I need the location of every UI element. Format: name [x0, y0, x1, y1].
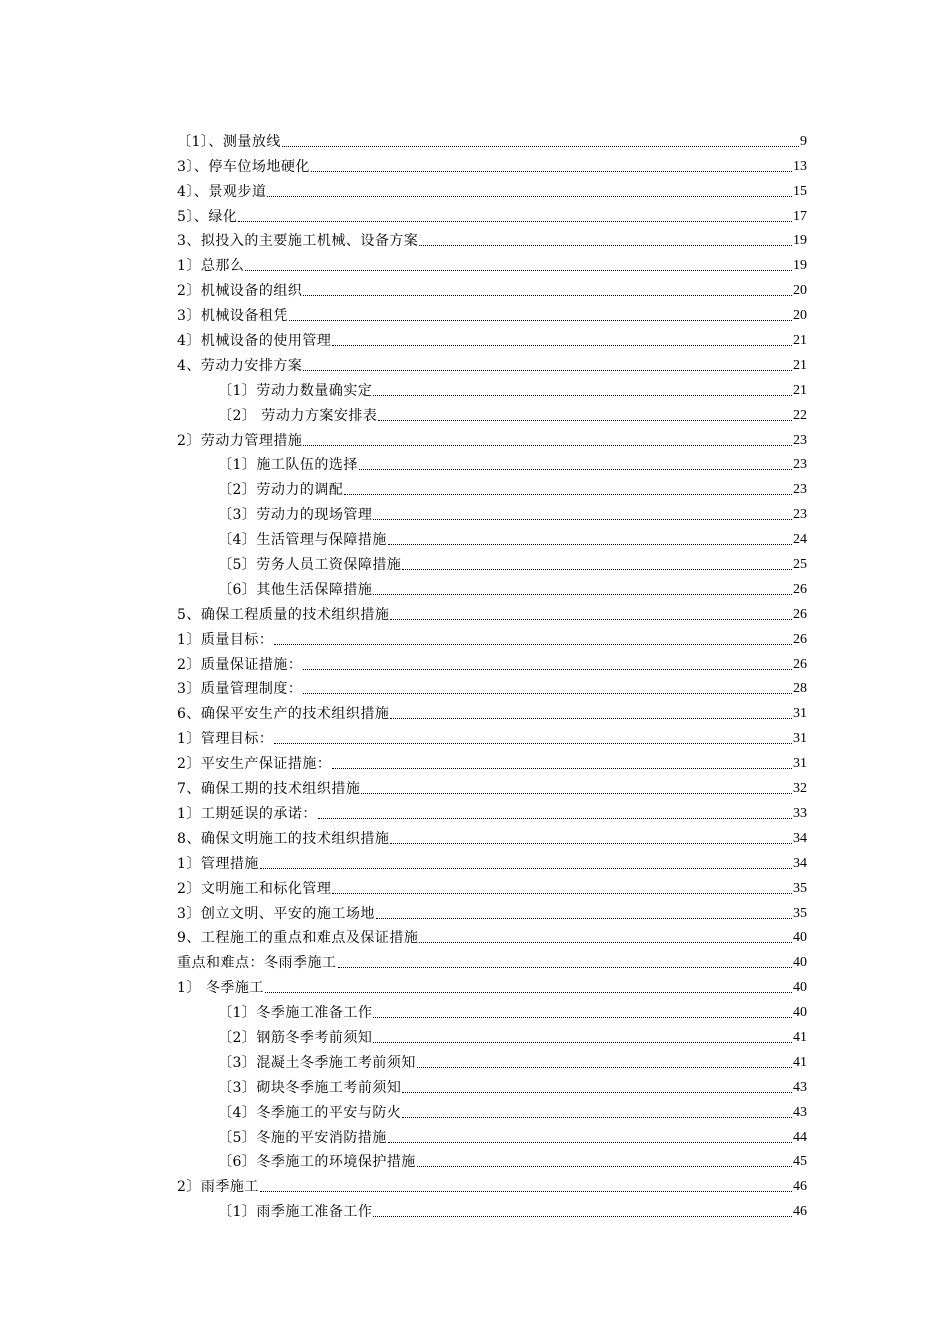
toc-dot-leader	[390, 619, 792, 620]
toc-dot-leader	[344, 494, 792, 495]
toc-entry-page-number: 35	[793, 880, 807, 896]
toc-dot-leader	[373, 1042, 792, 1043]
toc-entry-page-number: 19	[793, 233, 807, 249]
toc-entry-label: 2〕雨季施工	[177, 1179, 259, 1196]
toc-entry-page-number: 20	[793, 308, 807, 324]
toc-dot-leader	[338, 967, 793, 968]
toc-dot-leader	[376, 918, 792, 919]
toc-dot-leader	[274, 644, 792, 645]
toc-entry[interactable]	[177, 898, 807, 923]
toc-dot-leader	[303, 693, 792, 694]
toc-entry-page-number: 21	[793, 382, 807, 398]
toc-entry[interactable]	[177, 450, 807, 475]
toc-entry[interactable]	[177, 574, 807, 599]
toc-entry-page-number: 35	[793, 905, 807, 921]
toc-entry-label: 1〕 冬季施工	[177, 980, 264, 997]
toc-entry[interactable]	[177, 823, 807, 848]
toc-entry-label: 2〕机械设备的组织	[177, 283, 303, 300]
toc-entry-page-number: 21	[793, 333, 807, 349]
toc-entry-label: 3〕、停车位场地硬化	[177, 158, 310, 175]
toc-entry-label: 4〕机械设备的使用管理	[177, 333, 332, 350]
toc-entry-page-number: 40	[793, 930, 807, 946]
toc-entry[interactable]	[177, 400, 807, 425]
toc-dot-leader	[402, 569, 792, 570]
toc-dot-leader	[388, 544, 792, 545]
toc-entry[interactable]	[177, 723, 807, 748]
toc-entry-page-number: 46	[793, 1204, 807, 1220]
toc-entry-label: 4〕、景观步道	[177, 183, 267, 200]
toc-entry-page-number: 23	[793, 457, 807, 473]
toc-dot-leader	[378, 420, 792, 421]
toc-entry[interactable]	[177, 474, 807, 499]
toc-entry-label: 〔2〕劳动力的调配	[218, 482, 344, 499]
toc-entry-label: 3〕机械设备租凭	[177, 308, 288, 325]
toc-entry-page-number: 26	[793, 631, 807, 647]
toc-entry[interactable]	[177, 1196, 807, 1221]
toc-entry[interactable]	[177, 848, 807, 873]
toc-entry[interactable]	[177, 275, 807, 300]
toc-entry-page-number: 26	[793, 606, 807, 622]
toc-entry-page-number: 44	[793, 1129, 807, 1145]
toc-entry-label: 〔3〕砌块冬季施工考前须知	[218, 1079, 402, 1096]
toc-entry[interactable]	[177, 1072, 807, 1097]
toc-dot-leader	[303, 669, 792, 670]
toc-entry-label: 3〕质量管理制度：	[177, 681, 303, 698]
toc-entry[interactable]	[177, 549, 807, 574]
toc-entry-page-number: 45	[793, 1154, 807, 1170]
toc-entry[interactable]	[177, 226, 807, 251]
toc-entry-page-number: 23	[793, 482, 807, 498]
toc-entry-label: 6、确保平安生产的技术组织措施	[177, 706, 390, 723]
toc-entry[interactable]	[177, 300, 807, 325]
toc-entry[interactable]	[177, 524, 807, 549]
toc-dot-leader	[245, 270, 792, 271]
toc-entry-label: 〔1〕劳动力数量确实定	[218, 382, 373, 399]
toc-entry-label: 8、确保文明施工的技术组织措施	[177, 830, 390, 847]
toc-dot-leader	[282, 146, 799, 147]
toc-entry[interactable]	[177, 201, 807, 226]
toc-entry[interactable]	[177, 972, 807, 997]
toc-entry-label: 〔3〕劳动力的现场管理	[218, 507, 373, 524]
toc-entry-label: 1〕管理措施	[177, 855, 259, 872]
toc-entry-page-number: 26	[793, 656, 807, 672]
toc-entry-label: 2〕质量保证措施：	[177, 656, 303, 673]
toc-entry-label: 〔6〕其他生活保障措施	[218, 581, 373, 598]
toc-entry-label: 〔2〕 劳动力方案安排表	[218, 407, 378, 424]
toc-dot-leader	[303, 295, 792, 296]
toc-entry-page-number: 28	[793, 681, 807, 697]
toc-dot-leader	[318, 818, 792, 819]
toc-dot-leader	[390, 718, 792, 719]
toc-entry[interactable]	[177, 873, 807, 898]
toc-entry-page-number: 9	[800, 133, 807, 149]
toc-entry[interactable]	[177, 923, 807, 948]
toc-entry-label: 〔2〕钢筋冬季考前须知	[218, 1029, 373, 1046]
toc-entry-page-number: 24	[793, 532, 807, 548]
toc-dot-leader	[260, 868, 792, 869]
toc-entry-page-number: 43	[793, 1104, 807, 1120]
toc-dot-leader	[260, 1191, 792, 1192]
toc-entry[interactable]	[177, 1022, 807, 1047]
table-of-contents	[177, 126, 807, 1221]
toc-dot-leader	[332, 893, 792, 894]
toc-dot-leader	[373, 395, 792, 396]
toc-entry[interactable]	[177, 250, 807, 275]
toc-entry-page-number: 15	[793, 183, 807, 199]
toc-entry-page-number: 17	[793, 208, 807, 224]
toc-dot-leader	[373, 519, 792, 520]
toc-dot-leader	[373, 1216, 792, 1217]
toc-entry-page-number: 20	[793, 283, 807, 299]
toc-dot-leader	[419, 942, 792, 943]
toc-entry-label: 〔5〕劳务人员工资保障措施	[218, 557, 402, 574]
toc-entry-label: 5〕、绿化	[177, 208, 238, 225]
toc-entry-label: 2〕劳动力管理措施	[177, 432, 303, 449]
toc-entry[interactable]	[177, 624, 807, 649]
toc-entry[interactable]	[177, 375, 807, 400]
toc-entry-page-number: 40	[793, 1005, 807, 1021]
toc-entry-label: 4、劳动力安排方案	[177, 357, 303, 374]
toc-dot-leader	[359, 469, 792, 470]
toc-entry-label: 〔5〕冬施的平安消防措施	[218, 1129, 387, 1146]
toc-entry-label: 3〕创立文明、平安的施工场地	[177, 905, 375, 922]
toc-entry-page-number: 40	[793, 980, 807, 996]
toc-entry-page-number: 21	[793, 357, 807, 373]
toc-entry[interactable]	[177, 350, 807, 375]
toc-entry[interactable]	[177, 325, 807, 350]
toc-entry-label: 7、确保工期的技术组织措施	[177, 781, 361, 798]
toc-entry[interactable]	[177, 698, 807, 723]
toc-entry-page-number: 13	[793, 158, 807, 174]
toc-entry-label: 〔4〕生活管理与保障措施	[218, 532, 387, 549]
toc-entry-label: 5、确保工程质量的技术组织措施	[177, 606, 390, 623]
toc-entry[interactable]	[177, 748, 807, 773]
toc-entry[interactable]	[177, 151, 807, 176]
toc-entry-label: 2〕平安生产保证措施：	[177, 756, 332, 773]
toc-dot-leader	[373, 594, 792, 595]
toc-entry[interactable]	[177, 499, 807, 524]
toc-entry[interactable]	[177, 947, 807, 972]
toc-entry-page-number: 23	[793, 507, 807, 523]
toc-dot-leader	[388, 1142, 792, 1143]
toc-entry-page-number: 31	[793, 731, 807, 747]
toc-entry-page-number: 23	[793, 432, 807, 448]
toc-dot-leader	[274, 743, 792, 744]
toc-entry[interactable]	[177, 1147, 807, 1172]
toc-entry[interactable]	[177, 1047, 807, 1072]
toc-entry-label: 〔1〕冬季施工准备工作	[218, 1005, 373, 1022]
toc-dot-leader	[373, 1017, 792, 1018]
toc-dot-leader	[265, 992, 792, 993]
toc-entry-label: 2〕文明施工和标化管理	[177, 880, 332, 897]
toc-entry-label: 〔1〕、测量放线	[177, 133, 281, 150]
toc-dot-leader	[332, 768, 792, 769]
toc-entry[interactable]	[177, 1122, 807, 1147]
toc-dot-leader	[417, 1166, 792, 1167]
toc-entry[interactable]	[177, 599, 807, 624]
toc-entry-label: 1〕总那么	[177, 258, 245, 275]
toc-entry-page-number: 19	[793, 258, 807, 274]
toc-entry-page-number: 22	[793, 407, 807, 423]
toc-entry-label: 〔1〕雨季施工准备工作	[218, 1204, 373, 1221]
toc-entry[interactable]	[177, 798, 807, 823]
toc-entry-label: 3、拟投入的主要施工机械、设备方案	[177, 233, 419, 250]
toc-entry[interactable]	[177, 997, 807, 1022]
toc-dot-leader	[332, 345, 792, 346]
toc-entry-label: 重点和难点：冬雨季施工	[177, 955, 337, 972]
toc-entry[interactable]	[177, 1171, 807, 1196]
toc-dot-leader	[289, 320, 792, 321]
toc-dot-leader	[303, 445, 792, 446]
toc-entry-page-number: 26	[793, 581, 807, 597]
toc-entry-page-number: 43	[793, 1079, 807, 1095]
toc-dot-leader	[361, 793, 792, 794]
toc-entry-page-number: 34	[793, 855, 807, 871]
toc-dot-leader	[303, 370, 792, 371]
toc-entry[interactable]	[177, 425, 807, 450]
toc-dot-leader	[417, 1067, 792, 1068]
toc-dot-leader	[402, 1092, 792, 1093]
toc-entry-page-number: 33	[793, 805, 807, 821]
toc-entry-page-number: 25	[793, 557, 807, 573]
toc-entry[interactable]	[177, 773, 807, 798]
toc-entry[interactable]	[177, 649, 807, 674]
toc-entry-label: 9、工程施工的重点和难点及保证措施	[177, 930, 419, 947]
toc-dot-leader	[390, 843, 792, 844]
toc-entry[interactable]	[177, 126, 807, 151]
toc-entry-label: 1〕工期延误的承诺：	[177, 805, 317, 822]
toc-entry-label: 〔3〕混凝土冬季施工考前须知	[218, 1054, 416, 1071]
toc-entry-page-number: 41	[793, 1029, 807, 1045]
toc-entry-label: 〔1〕施工队伍的选择	[218, 457, 358, 474]
toc-dot-leader	[402, 1117, 792, 1118]
toc-dot-leader	[238, 221, 792, 222]
toc-entry-page-number: 31	[793, 706, 807, 722]
toc-entry-label: 〔6〕冬季施工的环境保护措施	[218, 1154, 416, 1171]
toc-entry-label: 1〕管理目标：	[177, 731, 274, 748]
toc-dot-leader	[267, 196, 792, 197]
toc-entry-page-number: 34	[793, 830, 807, 846]
toc-dot-leader	[419, 245, 792, 246]
toc-entry-page-number: 46	[793, 1179, 807, 1195]
toc-entry-page-number: 31	[793, 756, 807, 772]
toc-entry-page-number: 40	[793, 955, 807, 971]
toc-entry[interactable]	[177, 1097, 807, 1122]
toc-entry-page-number: 41	[793, 1054, 807, 1070]
toc-entry[interactable]	[177, 674, 807, 699]
toc-entry[interactable]	[177, 176, 807, 201]
toc-entry-label: 1〕质量目标：	[177, 631, 274, 648]
toc-entry-page-number: 32	[793, 781, 807, 797]
toc-entry-label: 〔4〕冬季施工的平安与防火	[218, 1104, 402, 1121]
toc-dot-leader	[311, 171, 792, 172]
